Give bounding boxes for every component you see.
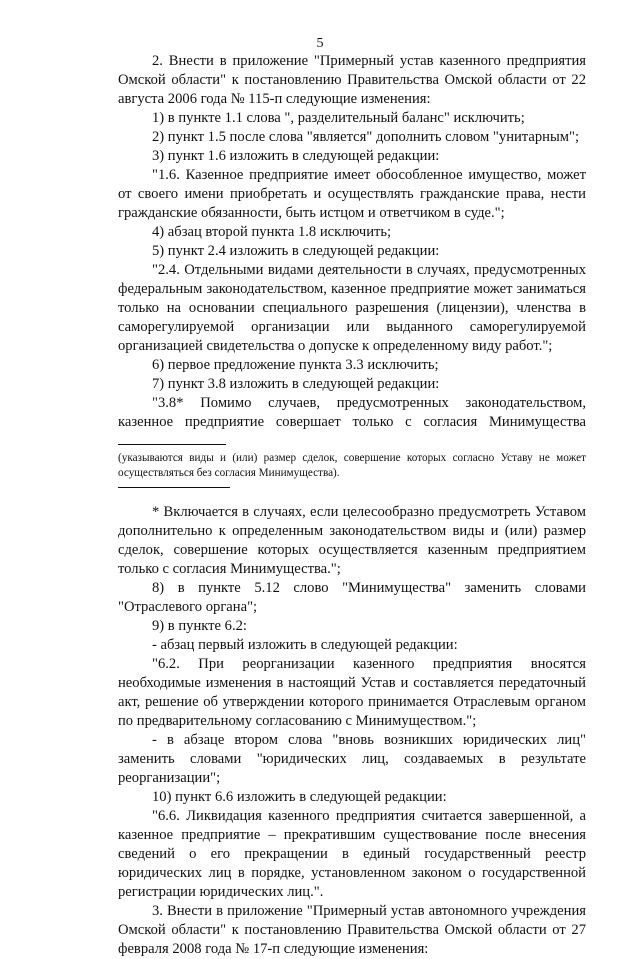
list-item-2-8: 8) в пункте 5.12 слово "Минимущества" заменить словами "Отраслевого органа"; [118,580,586,615]
dash-item-1: - абзац первый изложить в следующей редакции: [152,637,458,653]
dash-item-2: - в абзаце втором слова "вновь возникших юридических лиц" заменить словами "юридических лиц, создаваемых в результате реорганизации"; [118,732,586,786]
quote-2-4: "2.4. Отдельными видами деятельности в случаях, предусмотренных федеральным законодательством, казенное предприятие может заниматься только на основании специального разрешения (лицензии), членства в саморегулируемой организации или выданного саморегулируемой организацией свидетельства о допуске к определенному виду работ."; [118,262,586,354]
footnote-separator [118,487,230,488]
list-item-2-6: 6) первое предложение пункта 3.3 исключить; [152,357,439,373]
list-item-2-9: 9) в пункте 6.2: [152,618,247,634]
list-item-2-1: 1) в пункте 1.1 слова ", разделительный баланс" исключить; [152,110,525,126]
list-item-2-2: 2) пункт 1.5 после слова "является" дополнить словом "унитарным"; [152,129,580,145]
paragraph-item-2: 2. Внести в приложение "Примерный устав казенного предприятия Омской области" к постановлению Правительства Омской области от 22 августа 2006 года № 115-п следующие изменения: [118,53,586,107]
list-item-2-5: 5) пункт 2.4 изложить в следующей редакции: [152,243,440,259]
quote-6-6: "6.6. Ликвидация казенного предприятия считается завершенной, а казенное предприятие – прекратившим существование после внесения сведений о его прекращении в единый государственный реестр юридических лиц в порядке, установленном законом о государственной регистрации юридических лиц.". [118,808,586,900]
quote-3-8 [118,394,586,451]
page-number: 5 [316,36,324,51]
paragraph-item-3: 3. Внести в приложение "Примерный устав автономного учреждения Омской области" к постановлению Правительства Омской области от 27 февраля 2008 года № 17-п следующие изменения: [118,903,586,957]
list-item-2-4: 4) абзац второй пункта 1.8 исключить; [152,224,392,240]
list-item-2-10: 10) пункт 6.6 изложить в следующей редакции: [152,789,447,805]
spacer [118,493,586,503]
footnote-text: * Включается в случаях, если целесообразно предусмотреть Уставом дополнительно к определенным законодательством виды и (или) размер сделок, совершение которых осуществляется казенным предприятием только с согласия Минимущества."; [118,504,586,577]
quote-3-8-text: "3.8* Помимо случаев, предусмотренных законодательством, казенное предприятие совершает только с согласия Минимущества [118,395,586,430]
quote-1-6: "1.6. Казенное предприятие имеет обособленное имущество, может от своего имени приобретать и осуществлять гражданские права, нести гражданские обязанности, быть истцом и ответчиком в суде."; [118,167,586,221]
quote-6-2: "6.2. При реорганизации казенного предприятия вносятся необходимые изменения в настоящий Устав и составляется передаточный акт, решение об утверждении которого принимается Отраслевым органом по предварительному согласованию с Минимуществом."; [118,656,586,729]
document-body [118,52,586,959]
list-item-2-3: 3) пункт 1.6 изложить в следующей редакции: [152,148,440,164]
small-note: (указываются виды и (или) размер сделок, совершение которых согласно Уставу не может осуществляться без согласия Минимущества). [118,452,586,479]
list-item-2-7: 7) пункт 3.8 изложить в следующей редакции: [152,376,440,392]
fill-in-blank [118,432,226,445]
